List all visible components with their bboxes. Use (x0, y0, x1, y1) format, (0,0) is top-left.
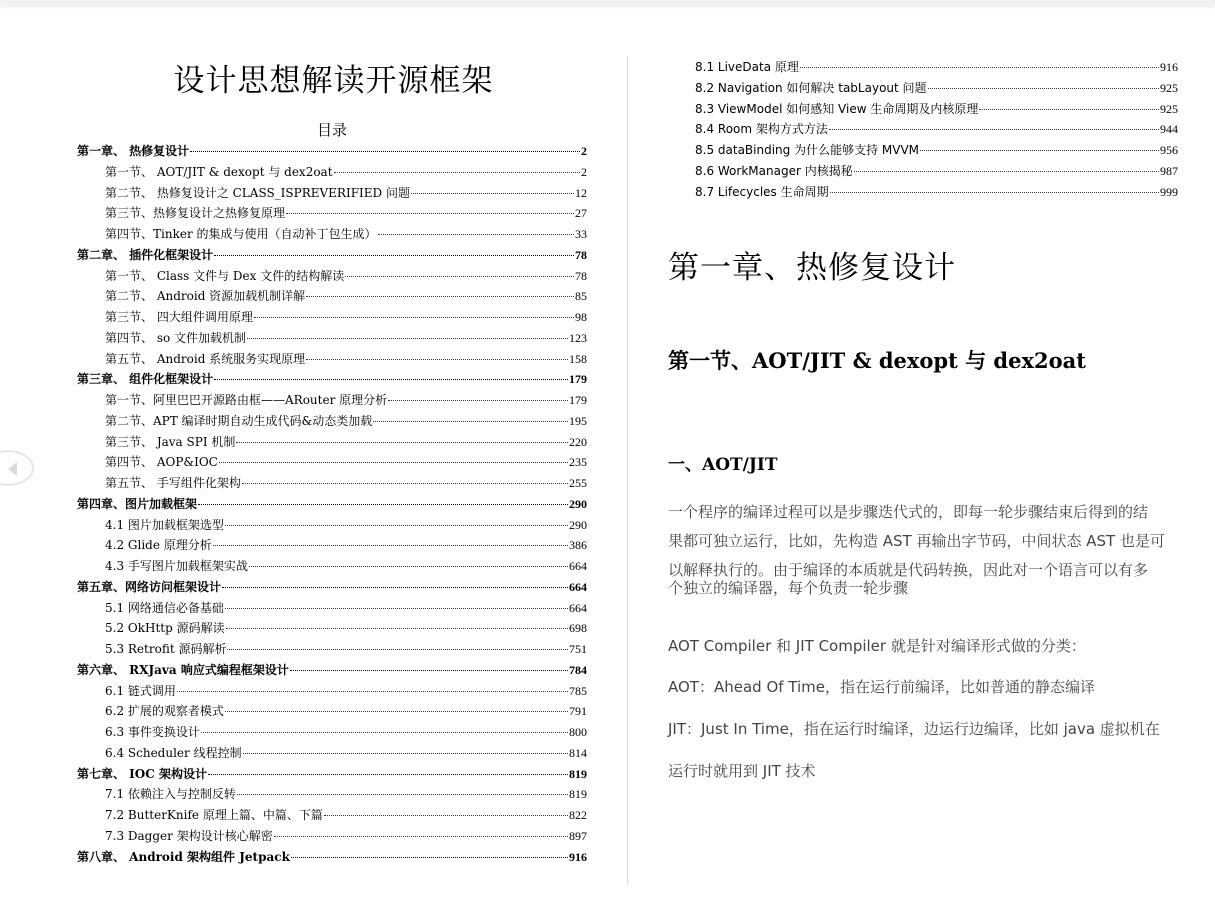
toc-entry-label: 6.4 Scheduler 线程控制 (105, 745, 242, 760)
toc-entry-label: 第一节、 Class 文件与 Dex 文件的结构解读 (105, 268, 345, 283)
paragraph-line: 以解释执行的。由于编译的本质就是代码转换，因此对一个语言可以有多 (668, 561, 1149, 579)
toc-page-number: 220 (569, 434, 587, 449)
toc-entry-label: 7.1 依赖注入与控制反转 (105, 787, 236, 802)
toc-entry-label: 8.7 Lifecycles 生命周期 (695, 184, 829, 199)
toc-page-number: 698 (569, 621, 587, 636)
toc-dot-leader (373, 421, 568, 422)
toc-section-entry[interactable] (77, 535, 587, 556)
toc-section-entry[interactable] (77, 701, 587, 722)
toc-entry-label: 5.3 Retrofit 源码解析 (105, 642, 227, 656)
table-of-contents (77, 141, 587, 867)
toc-entry-label: 5.2 OkHttp 源码解读 (105, 621, 225, 636)
toc-dot-leader (830, 192, 1159, 193)
toc-section-entry[interactable] (77, 286, 587, 307)
toc-dot-leader (378, 234, 575, 235)
toc-page-number: 784 (569, 662, 587, 677)
toc-dot-leader (800, 67, 1159, 68)
document-title: 设计思想解读开源框架 (173, 63, 494, 99)
toc-entry-label: 第一章、 热修复设计 (77, 144, 190, 158)
toc-dot-leader (201, 732, 568, 733)
toc-dot-leader (920, 150, 1159, 151)
toc-section-entry[interactable] (77, 266, 587, 287)
paragraph-line: 个独立的编译器，每个负责一轮步骤 (668, 579, 909, 597)
toc-dot-leader (219, 462, 568, 463)
toc-entry-label: 第二章、 插件化框架设计 (77, 247, 214, 262)
toc-section-entry[interactable] (668, 140, 1178, 161)
toc-entry-label: 6.1 链式调用 (105, 683, 176, 698)
toc-section-entry[interactable] (77, 805, 587, 826)
toc-page-number: 195 (569, 413, 587, 428)
toc-dot-leader (214, 379, 568, 380)
toc-entry-label: 第五章、网络访问框架设计 (77, 579, 222, 594)
toc-entry-label: 第二节、 Android 资源加载机制详解 (105, 289, 306, 304)
toc-page-number: 27 (575, 206, 587, 221)
toc-entry-label: 第四章、图片加载框架 (77, 496, 198, 511)
toc-dot-leader (225, 525, 568, 526)
toc-section-entry[interactable] (668, 99, 1178, 120)
toc-entry-label: 4.2 Glide 原理分析 (105, 538, 212, 553)
toc-entry-label: 第三节、 Java SPI 机制 (105, 434, 236, 449)
toc-chapter-entry[interactable] (77, 577, 587, 598)
toc-entry-label: 8.3 ViewModel 如何感知 View 生命周期及内核原理 (695, 101, 979, 116)
toc-entry-label: 第四节、 AOP&IOC (105, 455, 218, 470)
section-heading: 第一节、AOT/JIT & dexopt 与 dex2oat (668, 348, 1086, 373)
toc-heading: 目录 (316, 121, 347, 139)
toc-page-number: 33 (575, 227, 587, 241)
toc-dot-leader (334, 172, 580, 173)
toc-entry-label: 6.2 扩展的观察者模式 (105, 704, 224, 719)
toc-chapter-entry[interactable] (77, 245, 587, 266)
toc-section-entry[interactable] (77, 598, 587, 619)
toc-entry-label: 第六章、 RXJava 响应式编程框架设计 (77, 662, 289, 677)
toc-dot-leader (225, 608, 568, 609)
toc-dot-leader (198, 504, 568, 505)
toc-entry-label: 第五节、 Android 系统服务实现原理 (105, 351, 306, 366)
toc-entry-label: 8.5 dataBinding 为什么能够支持 MVVM (695, 143, 920, 158)
toc-dot-leader (286, 213, 574, 214)
toc-chapter-entry[interactable] (77, 764, 587, 785)
body-paragraph: AOT：Ahead Of Time，指在运行前编译，比如普通的静态编译 (668, 678, 1096, 696)
toc-page-number: 2 (581, 144, 587, 158)
toc-page-number: 179 (569, 393, 587, 407)
toc-page-number: 386 (569, 538, 587, 553)
toc-page-number: 78 (575, 268, 587, 283)
toc-page-number: 916 (569, 849, 587, 864)
toc-dot-leader (190, 151, 580, 152)
toc-section-entry[interactable] (77, 784, 587, 805)
toc-dot-leader (388, 400, 568, 401)
toc-page-number: 98 (575, 310, 587, 324)
toc-page-number: 925 (1160, 80, 1178, 95)
body-paragraph: JIT：Just In Time，指在运行时编译，边运行边编译，比如 java 虚拟机在 (668, 720, 1160, 738)
subsection-heading: 一、AOT/JIT (668, 455, 778, 475)
toc-entry-label: 第二节、 热修复设计之 CLASS_ISPREVERIFIED 问题 (105, 185, 410, 200)
toc-entry-label: 第一节、 AOT/JIT & dexopt 与 dex2oat (105, 164, 333, 179)
toc-section-entry[interactable] (77, 556, 587, 577)
toc-page-number: 944 (1160, 122, 1178, 137)
toc-section-entry[interactable] (77, 826, 587, 847)
toc-section-entry[interactable] (77, 432, 587, 453)
toc-page-number: 85 (575, 289, 587, 304)
toc-page-number: 664 (569, 559, 587, 573)
toc-dot-leader (306, 296, 574, 297)
toc-page-number: 916 (1160, 60, 1178, 74)
toc-dot-leader (854, 171, 1159, 172)
previous-page-button[interactable] (0, 450, 34, 486)
toc-section-entry[interactable] (668, 119, 1178, 140)
toc-dot-leader (214, 255, 574, 256)
toc-page-number: 751 (569, 642, 587, 656)
toc-dot-leader (306, 359, 568, 360)
toc-entry-label: 第五节、 手写组件化架构 (105, 476, 241, 490)
toc-page-number: 123 (569, 330, 587, 345)
toc-section-entry[interactable] (77, 307, 587, 328)
chapter-heading: 第一章、热修复设计 (668, 250, 956, 286)
toc-section-entry[interactable] (77, 722, 587, 743)
toc-page-number: 814 (569, 745, 587, 760)
toc-section-entry[interactable] (77, 224, 587, 245)
toc-page-number: 12 (575, 185, 587, 200)
toc-section-entry[interactable] (668, 182, 1178, 203)
toc-entry-label: 7.3 Dagger 架构设计核心解密 (105, 828, 273, 843)
page-divider (627, 56, 628, 884)
toc-page-number: 819 (569, 766, 587, 781)
toc-page-number: 999 (1160, 184, 1178, 199)
toc-entry-label: 第三章、 组件化框架设计 (77, 372, 214, 387)
toc-section-entry[interactable] (77, 473, 587, 494)
viewer-top-bar (0, 0, 1215, 6)
right-page (668, 56, 1178, 780)
toc-section-entry[interactable] (77, 390, 587, 411)
toc-dot-leader (411, 193, 574, 194)
toc-page-number: 785 (569, 683, 587, 698)
toc-section-entry[interactable] (77, 618, 587, 639)
toc-dot-leader (237, 794, 568, 795)
toc-page-number: 2 (581, 164, 587, 179)
toc-page-number: 158 (569, 351, 587, 366)
toc-entry-label: 第三节、热修复设计之热修复原理 (105, 206, 286, 221)
toc-page-number: 791 (569, 704, 587, 719)
toc-dot-leader (213, 545, 568, 546)
body-paragraph: 运行时就用到 JIT 技术 (668, 762, 816, 780)
table-of-contents-continued (668, 57, 1178, 203)
toc-dot-leader (254, 317, 574, 318)
toc-dot-leader (227, 649, 568, 650)
toc-dot-leader (177, 691, 568, 692)
toc-chapter-entry[interactable] (77, 369, 587, 390)
toc-entry-label: 5.1 网络通信必备基础 (105, 600, 224, 615)
toc-page-number: 664 (569, 579, 587, 594)
toc-section-entry[interactable] (668, 161, 1178, 182)
toc-dot-leader (345, 276, 574, 277)
toc-entry-label: 第三节、 四大组件调用原理 (105, 310, 253, 324)
toc-section-entry[interactable] (77, 203, 587, 224)
toc-section-entry[interactable] (77, 681, 587, 702)
toc-page-number: 78 (575, 247, 587, 262)
toc-page-number: 819 (569, 787, 587, 802)
toc-page-number: 800 (569, 725, 587, 739)
toc-section-entry[interactable] (77, 515, 587, 536)
body-paragraph: AOT Compiler 和 JIT Compiler 就是针对编译形式做的分类： (668, 637, 1086, 655)
toc-chapter-entry[interactable] (77, 141, 587, 162)
toc-entry-label: 8.6 WorkManager 内核揭秘 (695, 163, 853, 178)
toc-page-number: 290 (569, 517, 587, 532)
toc-section-entry[interactable] (668, 78, 1178, 99)
toc-page-number: 235 (569, 455, 587, 470)
toc-section-entry[interactable] (77, 162, 587, 183)
toc-page-number: 925 (1160, 101, 1178, 116)
paragraph-line: 一个程序的编译过程可以是步骤迭代式的，即每一轮步骤结束后得到的结 (668, 503, 1149, 521)
toc-section-entry[interactable] (77, 743, 587, 764)
toc-page-number: 664 (569, 600, 587, 615)
toc-page-number: 179 (569, 372, 587, 387)
toc-page-number: 897 (569, 828, 587, 843)
toc-chapter-entry[interactable] (77, 660, 587, 681)
toc-page-number: 290 (569, 496, 587, 511)
toc-entry-label: 第四节、 so 文件加载机制 (105, 330, 247, 345)
toc-dot-leader (243, 753, 568, 754)
toc-dot-leader (222, 587, 568, 588)
toc-section-entry[interactable] (77, 183, 587, 204)
toc-dot-leader (249, 566, 568, 567)
toc-entry-label: 6.3 事件变换设计 (105, 725, 200, 739)
toc-chapter-entry[interactable] (77, 494, 587, 515)
toc-page-number: 956 (1160, 143, 1178, 158)
toc-dot-leader (324, 815, 568, 816)
toc-page-number: 987 (1160, 163, 1178, 178)
toc-entry-label: 第七章、 IOC 架构设计 (77, 766, 207, 781)
toc-dot-leader (979, 109, 1159, 110)
body-paragraph (668, 498, 1180, 597)
toc-section-entry[interactable] (77, 411, 587, 432)
toc-dot-leader (829, 129, 1159, 130)
toc-dot-leader (247, 338, 568, 339)
toc-dot-leader (928, 88, 1159, 89)
toc-section-entry[interactable] (77, 639, 587, 660)
toc-entry-label: 8.1 LiveData 原理 (695, 60, 799, 74)
paragraph-line: 果都可独立运行，比如，先构造 AST 再输出字节码，中间状态 AST 也是可 (668, 532, 1165, 550)
left-page (77, 50, 587, 867)
toc-entry-label: 8.4 Room 架构方式方法 (695, 122, 828, 137)
toc-entry-label: 第一节、阿里巴巴开源路由框——ARouter 原理分析 (105, 393, 388, 407)
toc-section-entry[interactable] (668, 57, 1178, 78)
toc-dot-leader (291, 857, 568, 858)
toc-dot-leader (274, 836, 568, 837)
toc-page-number: 255 (569, 476, 587, 490)
toc-entry-label: 第二节、APT 编译时期自动生成代码&动态类加载 (105, 413, 373, 428)
toc-entry-label: 7.2 ButterKnife 原理上篇、中篇、下篇 (105, 808, 323, 822)
toc-dot-leader (242, 483, 568, 484)
toc-dot-leader (208, 774, 568, 775)
toc-dot-leader (290, 670, 568, 671)
toc-page-number: 822 (569, 808, 587, 822)
toc-entry-label: 第八章、 Android 架构组件 Jetpack (77, 849, 290, 864)
toc-section-entry[interactable] (77, 349, 587, 370)
toc-chapter-entry[interactable] (77, 847, 587, 868)
toc-entry-label: 8.2 Navigation 如何解决 tabLayout 问题 (695, 80, 927, 95)
toc-entry-label: 第四节、Tinker 的集成与使用（自动补丁包生成） (105, 227, 377, 241)
toc-entry-label: 4.3 手写图片加载框架实战 (105, 559, 248, 573)
toc-section-entry[interactable] (77, 328, 587, 349)
chevron-left-icon (8, 462, 17, 476)
toc-entry-label: 4.1 图片加载框架选型 (105, 517, 224, 532)
toc-dot-leader (236, 442, 568, 443)
toc-dot-leader (225, 711, 568, 712)
toc-dot-leader (226, 628, 568, 629)
toc-section-entry[interactable] (77, 452, 587, 473)
